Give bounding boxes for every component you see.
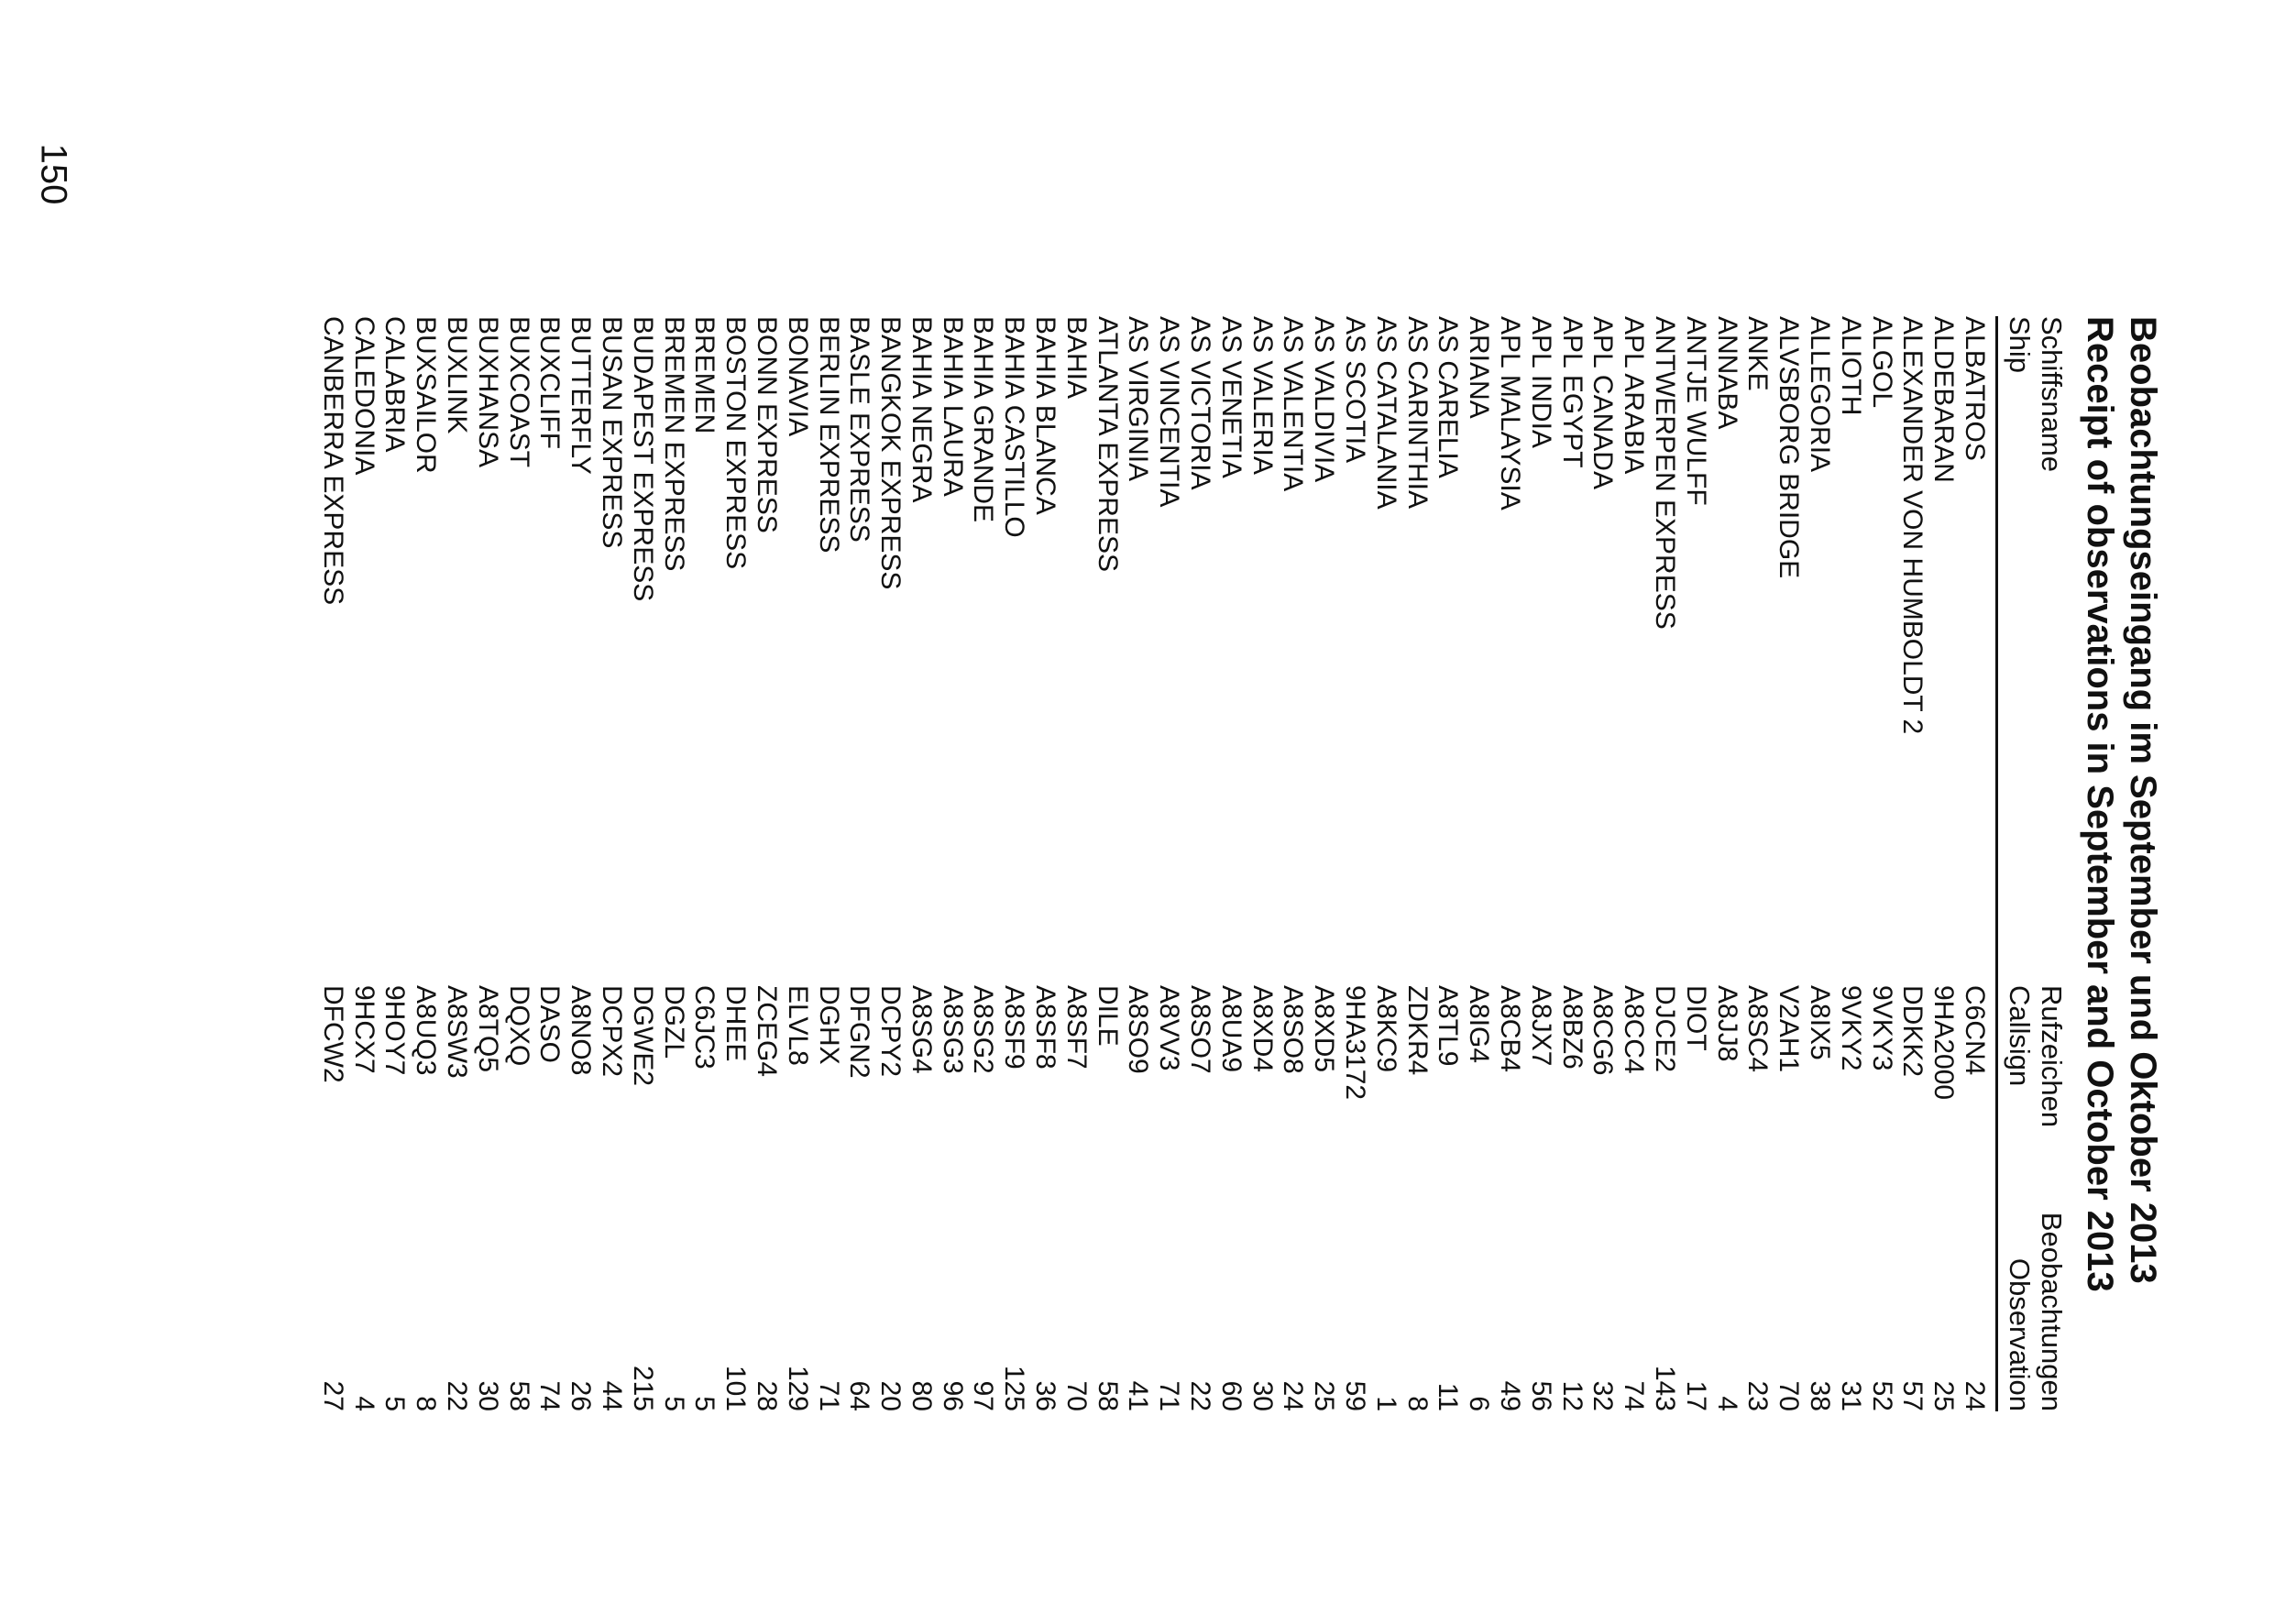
table-row <box>968 316 999 1411</box>
table-row <box>1278 316 1309 1411</box>
table-row <box>999 316 1030 1411</box>
ship-name-cell: APL MALAYSIA <box>1495 316 1526 510</box>
table-row <box>596 316 627 1411</box>
callsign-cell: 9VKY3 <box>1866 985 1897 1071</box>
title-english: Receipt of observations in September and October 2013 <box>2080 316 2120 1292</box>
table-row <box>379 316 411 1411</box>
callsign-cell: DIOT <box>1680 985 1711 1051</box>
ship-name-cell: ANTWERPEN EXPRESS <box>1650 316 1681 630</box>
table-row <box>1463 316 1494 1411</box>
callsign-cell: DDKK2 <box>1897 985 1928 1078</box>
observation-count-cell: 6 <box>1464 1396 1495 1411</box>
table-row <box>937 316 968 1411</box>
ship-name-cell: ANTJE WULFF <box>1680 316 1711 506</box>
observation-count-cell: 129 <box>782 1365 813 1411</box>
table-row <box>441 316 472 1411</box>
ship-name-cell: ALEXANDER VON HUMBOLDT 2 <box>1897 316 1928 735</box>
table-row <box>1711 316 1742 1411</box>
table-header <box>1995 316 2068 1411</box>
ship-name-cell: BAHIA <box>1060 316 1092 400</box>
title-german: Beobachtungseingang im September und Oktober 2013 <box>2123 316 2163 1284</box>
observation-count-cell: 32 <box>1587 1380 1619 1411</box>
ship-name-cell: BAHIA BLANCA <box>1030 316 1061 515</box>
observation-count-cell: 11 <box>1433 1382 1464 1411</box>
table-row <box>1184 316 1215 1411</box>
ship-name-cell: CALEDONIA <box>348 316 379 476</box>
observation-count-cell: 30 <box>1247 1380 1278 1411</box>
header-ship <box>2004 316 2068 472</box>
observation-count-cell: 41 <box>1123 1380 1154 1411</box>
table-row <box>1247 316 1278 1411</box>
callsign-cell: DCPY2 <box>875 985 906 1078</box>
table-row <box>503 316 534 1411</box>
observation-count-cell: 36 <box>1030 1380 1061 1411</box>
callsign-cell: A8NO8 <box>566 985 597 1076</box>
table-row <box>627 316 658 1411</box>
observation-count-cell: 56 <box>1525 1380 1556 1411</box>
ship-name-cell: BAHIA LAURA <box>937 316 968 497</box>
page-title <box>2078 316 2164 1292</box>
header-observation-de: Beobachtungen <box>2036 1212 2068 1411</box>
ship-name-cell: APL INDIA <box>1525 316 1556 448</box>
observation-count-cell: 59 <box>1340 1380 1371 1411</box>
callsign-cell: A8SW3 <box>441 985 472 1079</box>
table-row <box>689 316 720 1411</box>
observation-count-cell: 58 <box>503 1380 534 1411</box>
observation-count-cell: 31 <box>1835 1380 1866 1411</box>
observation-count-cell: 101 <box>720 1365 752 1411</box>
callsign-cell: A8SO9 <box>1123 985 1154 1074</box>
observation-count-cell: 38 <box>1805 1380 1836 1411</box>
callsign-cell: A8SO7 <box>1185 985 1216 1074</box>
observation-count-cell: 143 <box>1650 1365 1681 1411</box>
table-row <box>1742 316 1774 1411</box>
callsign-cell: DGZL <box>658 985 689 1059</box>
callsign-cell: ZDKR4 <box>1401 985 1433 1076</box>
ship-name-cell: AS CARELIA <box>1433 316 1464 478</box>
callsign-cell: A8CC4 <box>1619 985 1650 1074</box>
callsign-cell: 9HOY7 <box>379 985 411 1076</box>
callsign-cell: A8TL9 <box>1433 985 1464 1067</box>
ship-name-cell: BUXCOAST <box>503 316 534 468</box>
table-row <box>410 316 441 1411</box>
table-row <box>1029 316 1060 1411</box>
observation-count-cell: 26 <box>566 1380 597 1411</box>
ship-name-cell: APL EGYPT <box>1556 316 1587 468</box>
table-row <box>1308 316 1339 1411</box>
ship-name-cell: BUTTERFLY <box>566 316 597 475</box>
ship-name-cell: APL CANADA <box>1587 316 1619 489</box>
observation-count-cell: 5 <box>689 1396 720 1411</box>
ship-name-cell: ARIANA <box>1464 316 1495 419</box>
callsign-cell: DFGN2 <box>844 985 875 1079</box>
table-row <box>534 316 566 1411</box>
observation-count-cell: 1 <box>1370 1396 1401 1411</box>
callsign-cell: 9VKY2 <box>1835 985 1866 1071</box>
table-row <box>1680 316 1711 1411</box>
callsign-cell: A8JJ8 <box>1711 985 1742 1062</box>
callsign-cell: C6JC3 <box>689 985 720 1070</box>
table-row <box>1959 316 1990 1411</box>
callsign-cell: ELVL8 <box>782 985 813 1066</box>
ship-name-cell: ALBATROS <box>1960 316 1990 461</box>
table-row <box>1618 316 1649 1411</box>
ship-name-cell: BUXSAILOR <box>411 316 442 474</box>
observations-table <box>317 316 2068 1411</box>
ship-name-cell: ATLANTA EXPRESS <box>1092 316 1123 572</box>
observation-count-cell: 74 <box>534 1380 566 1411</box>
ship-name-cell: BAHIA GRANDE <box>968 316 999 523</box>
callsign-cell: A8SG3 <box>937 985 968 1074</box>
observation-count-cell: 4 <box>348 1396 379 1411</box>
ship-name-cell: ANNABA <box>1711 316 1742 430</box>
table-row <box>1649 316 1680 1411</box>
callsign-cell: DILE <box>1092 985 1123 1047</box>
table-row <box>348 316 379 1411</box>
observation-count-cell: 12 <box>1556 1380 1587 1411</box>
ship-name-cell: BUXHANSA <box>472 316 503 468</box>
ship-name-cell: AS SCOTIA <box>1340 316 1371 464</box>
callsign-cell: 9HCX7 <box>348 985 379 1074</box>
observation-count-cell: 71 <box>813 1380 844 1411</box>
observation-count-cell: 8 <box>411 1396 442 1411</box>
page-number: 150 <box>33 143 74 205</box>
callsign-cell: A8SO8 <box>1278 985 1309 1074</box>
header-callsign <box>2004 985 2068 1127</box>
ship-name-cell: CALABRIA <box>379 316 411 453</box>
ship-name-cell: BASLE EXPRESS <box>844 316 875 543</box>
observation-count-cell: 70 <box>1774 1380 1805 1411</box>
table-row <box>720 316 751 1411</box>
observation-count-cell: 70 <box>1060 1380 1092 1411</box>
table-row <box>1370 316 1401 1411</box>
observation-count-cell: 44 <box>596 1380 627 1411</box>
observation-count-cell: 215 <box>627 1365 658 1411</box>
callsign-cell: A8BZ6 <box>1556 985 1587 1070</box>
callsign-cell: A8IG4 <box>1464 985 1495 1064</box>
header-observation <box>2004 1213 2068 1411</box>
observation-count-cell: 80 <box>906 1380 937 1411</box>
table-row <box>1215 316 1247 1411</box>
ship-name-cell: ALGOL <box>1866 316 1897 409</box>
table-row <box>1123 316 1154 1411</box>
ship-name-cell: BAHIA CASTILLO <box>999 316 1030 538</box>
observation-count-cell: 22 <box>1185 1380 1216 1411</box>
table-row <box>317 316 348 1411</box>
table-row <box>1556 316 1587 1411</box>
observation-count-cell: 17 <box>1680 1380 1711 1411</box>
ship-name-cell: AS VALENTIA <box>1278 316 1309 492</box>
table-row <box>1060 316 1092 1411</box>
observation-count-cell: 27 <box>317 1380 348 1411</box>
ship-name-cell: ALIOTH <box>1835 316 1866 416</box>
table-row <box>751 316 782 1411</box>
table-row <box>1587 316 1619 1411</box>
ship-name-cell: APL ARABIA <box>1619 316 1650 475</box>
table-row <box>1897 316 1928 1411</box>
callsign-cell: A8JX7 <box>1525 985 1556 1067</box>
observation-count-cell: 25 <box>1928 1380 1960 1411</box>
observation-count-cell: 20 <box>875 1380 906 1411</box>
callsign-cell: A8CB4 <box>1495 985 1526 1073</box>
ship-name-cell: AS VICTORIA <box>1185 316 1216 490</box>
table-row <box>1804 316 1835 1411</box>
observation-count-cell: 97 <box>968 1380 999 1411</box>
callsign-cell: A8SF7 <box>1060 985 1092 1070</box>
observation-count-cell: 5 <box>658 1396 689 1411</box>
ship-name-cell: AS VENETIA <box>1215 316 1247 478</box>
header-observation-en: Observation <box>2004 1257 2036 1411</box>
ship-name-cell: BONN EXPRESS <box>751 316 782 533</box>
ship-name-cell: BUXLINK <box>441 316 472 434</box>
callsign-cell: DGHX <box>813 985 844 1065</box>
callsign-cell: A8SC4 <box>1742 985 1774 1073</box>
callsign-cell: DGWE2 <box>627 985 658 1087</box>
observation-count-cell: 22 <box>441 1380 472 1411</box>
ship-name-cell: BOSTON EXPRESS <box>720 316 752 570</box>
callsign-cell: C6CN4 <box>1960 985 1990 1076</box>
table-row <box>1928 316 1959 1411</box>
ship-name-cell: ALDEBARAN <box>1928 316 1960 483</box>
table-row <box>1525 316 1556 1411</box>
observation-count-cell: 24 <box>1278 1380 1309 1411</box>
callsign-cell: DJCE2 <box>1650 985 1681 1073</box>
table-row <box>1866 316 1897 1411</box>
ship-name-cell: AS VALERIA <box>1247 316 1278 475</box>
callsign-cell: A8UQ3 <box>411 985 442 1076</box>
header-callsign-de: Rufzeichen <box>2036 985 2068 1128</box>
callsign-cell: DHEE <box>720 985 752 1062</box>
callsign-cell: A8TQ5 <box>472 985 503 1073</box>
observation-count-cell: 96 <box>937 1380 968 1411</box>
table-body <box>317 316 1990 1411</box>
callsign-cell: A8XD5 <box>1309 985 1340 1073</box>
observation-count-cell: 23 <box>1742 1380 1774 1411</box>
table-row <box>1153 316 1184 1411</box>
ship-name-cell: BANGKOK EXPRESS <box>875 316 906 590</box>
observation-count-cell: 24 <box>1960 1380 1990 1411</box>
table-row <box>658 316 689 1411</box>
ship-name-cell: BUXCLIFF <box>534 316 566 450</box>
observation-count-cell: 57 <box>1897 1380 1928 1411</box>
table-row <box>1433 316 1464 1411</box>
callsign-cell: DASO <box>534 985 566 1064</box>
table-row <box>1401 316 1433 1411</box>
table-row <box>1494 316 1525 1411</box>
callsign-cell: A8SG2 <box>968 985 999 1074</box>
header-ship-en: Ship <box>2004 316 2036 374</box>
ship-name-cell: AS VALDIVIA <box>1309 316 1340 483</box>
callsign-cell: 9HA3172 <box>1340 985 1371 1101</box>
ship-name-cell: BERLIN EXPRESS <box>813 316 844 554</box>
ship-name-cell: AS VIRGINIA <box>1123 316 1154 482</box>
table-row <box>565 316 596 1411</box>
observation-count-cell: 60 <box>1215 1380 1247 1411</box>
callsign-cell: A8CG6 <box>1587 985 1619 1076</box>
ship-name-cell: BONAVIA <box>782 316 813 437</box>
table-row <box>844 316 875 1411</box>
ship-name-cell: ANKE <box>1742 316 1774 391</box>
ship-name-cell: ALVSBORG BRIDGE <box>1774 316 1805 579</box>
callsign-cell: A8XD4 <box>1247 985 1278 1073</box>
table-row <box>1835 316 1866 1411</box>
ship-name-cell: BUSAN EXPRESS <box>596 316 627 549</box>
header-callsign-en: Callsign <box>2004 985 2036 1087</box>
observation-count-cell: 58 <box>1092 1380 1123 1411</box>
table-row <box>1092 316 1123 1411</box>
observation-count-cell: 74 <box>1619 1380 1650 1411</box>
observation-count-cell: 52 <box>1866 1380 1897 1411</box>
callsign-cell: A8SG4 <box>906 985 937 1074</box>
ship-name-cell: BUDAPEST EXPRESS <box>627 316 658 602</box>
ship-name-cell: AS CATALANIA <box>1370 316 1401 510</box>
callsign-cell: A8SF9 <box>999 985 1030 1070</box>
callsign-cell: V2AH1 <box>1774 985 1805 1073</box>
table-row <box>906 316 937 1411</box>
table-row <box>813 316 844 1411</box>
observation-count-cell: 49 <box>1495 1380 1526 1411</box>
table-row <box>1339 316 1370 1411</box>
callsign-cell: DCPX2 <box>596 985 627 1078</box>
callsign-cell: ZCEG4 <box>751 985 782 1078</box>
callsign-cell: A8UA9 <box>1215 985 1247 1073</box>
callsign-cell: DQXQ <box>503 985 534 1067</box>
table-row <box>472 316 503 1411</box>
observation-count-cell: 25 <box>1309 1380 1340 1411</box>
observation-count-cell: 64 <box>844 1380 875 1411</box>
observation-count-cell: 5 <box>379 1396 411 1411</box>
table-row <box>1773 316 1804 1411</box>
table-row <box>874 316 906 1411</box>
callsign-cell: A8VV3 <box>1154 985 1185 1071</box>
ship-name-cell: BREMEN <box>689 316 720 434</box>
table-row <box>782 316 813 1411</box>
observation-count-cell: 30 <box>472 1380 503 1411</box>
callsign-cell: A8IX5 <box>1805 985 1836 1060</box>
ship-name-cell: ALLEGORIA <box>1805 316 1836 473</box>
ship-name-cell: AS VINCENTIA <box>1154 316 1185 508</box>
observation-count-cell: 125 <box>999 1365 1030 1411</box>
callsign-cell: DFCW2 <box>317 985 348 1083</box>
callsign-cell: A8KC9 <box>1370 985 1401 1073</box>
observation-count-cell: 8 <box>1401 1396 1433 1411</box>
observation-count-cell: 28 <box>751 1380 782 1411</box>
callsign-cell: 9HA2000 <box>1928 985 1960 1101</box>
header-ship-de: Schiffsname <box>2036 316 2068 473</box>
observation-count-cell: 71 <box>1154 1380 1185 1411</box>
observation-count-cell: 4 <box>1711 1396 1742 1411</box>
ship-name-cell: BREMEN EXPRESS <box>658 316 689 572</box>
ship-name-cell: CANBERRA EXPRESS <box>317 316 348 606</box>
callsign-cell: A8SF8 <box>1030 985 1061 1070</box>
ship-name-cell: AS CARINTHIA <box>1401 316 1433 510</box>
ship-name-cell: BAHIA NEGRA <box>906 316 937 503</box>
